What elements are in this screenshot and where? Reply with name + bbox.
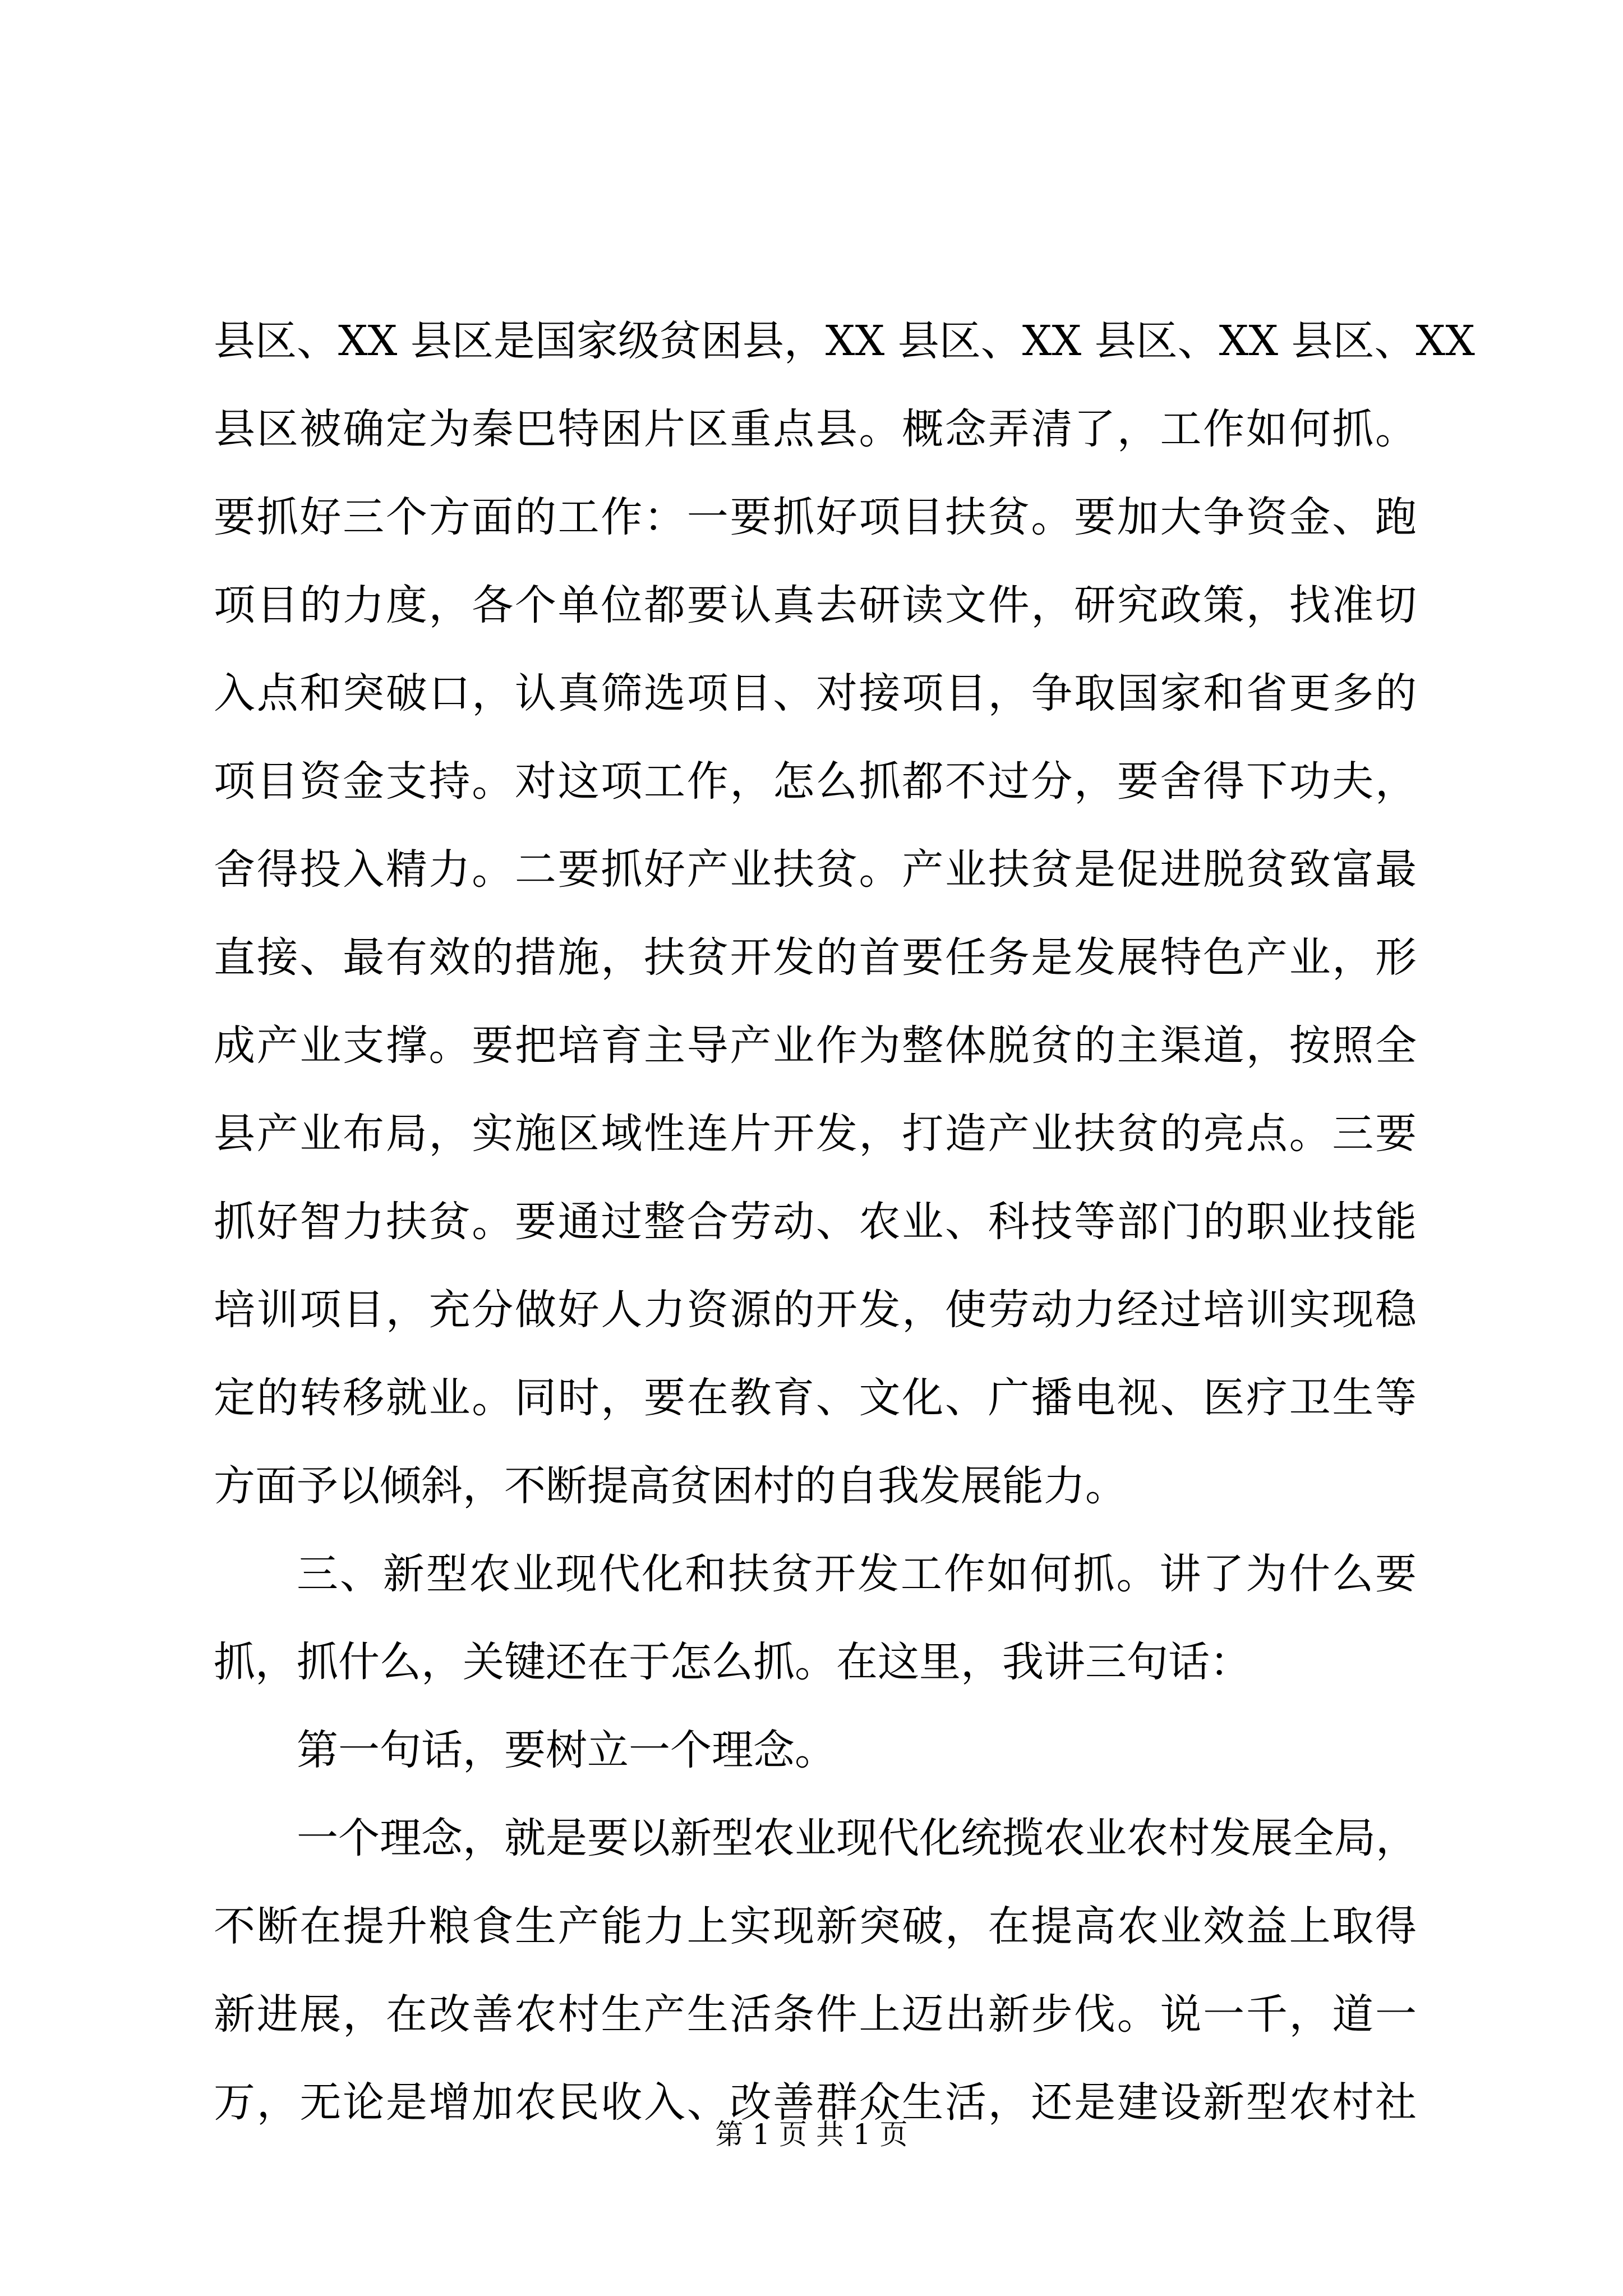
text-line: 三、新型农业现代化和扶贫开发工作如何抓。讲了为什么要 (297, 1550, 1417, 1598)
text-line: 新进展，在改善农村生产生活条件上迈出新步伐。说一千，道一 (214, 1990, 1417, 2039)
text-line: 成产业支撑。要把培育主导产业作为整体脱贫的主渠道，按照全 (214, 1022, 1417, 1070)
text-line: 万，无论是增加农民收入、改善群众生活，还是建设新型农村社 (214, 2078, 1417, 2127)
text-line: 不断在提升粮食生产能力上实现新突破，在提高农业效益上取得 (214, 1902, 1417, 1950)
text-line: 舍得投入精力。二要抓好产业扶贫。产业扶贫是促进脱贫致富最 (214, 845, 1417, 894)
document-body (214, 297, 1475, 2147)
text-line: 县产业布局，实施区域性连片开发，打造产业扶贫的亮点。三要 (214, 1110, 1417, 1158)
text-line: 项目资金支持。对这项工作，怎么抓都不过分，要舍得下功夫， (214, 757, 1417, 806)
text-line: 要抓好三个方面的工作：一要抓好项目扶贫。要加大争资金、跑 (214, 493, 1417, 541)
text-line: 县区被确定为秦巴特困片区重点县。概念弄清了，工作如何抓。 (214, 405, 1417, 453)
text-line: 方面予以倾斜，不断提高贫困村的自我发展能力。 (214, 1462, 1127, 1510)
text-line: 县区、XX 县区是国家级贫困县，XX 县区、XX 县区、XX 县区、XX (214, 317, 1475, 365)
text-line: 入点和突破口，认真筛选项目、对接项目，争取国家和省更多的 (214, 669, 1417, 717)
text-line: 抓，抓什么，关键还在于怎么抓。在这里，我讲三句话： (214, 1638, 1251, 1686)
text-line: 一个理念，就是要以新型农业现代化统揽农业农村发展全局， (297, 1814, 1417, 1862)
text-line: 项目的力度，各个单位都要认真去研读文件，研究政策，找准切 (214, 581, 1417, 629)
text-line: 抓好智力扶贫。要通过整合劳动、农业、科技等部门的职业技能 (214, 1198, 1417, 1246)
text-line: 定的转移就业。同时，要在教育、文化、广播电视、医疗卫生等 (214, 1374, 1417, 1422)
page-footer: 第 1 页 共 1 页 (715, 2118, 908, 2151)
text-line: 培训项目，充分做好人力资源的开发，使劳动力经过培训实现稳 (214, 1286, 1417, 1334)
text-line: 直接、最有效的措施，扶贫开发的首要任务是发展特色产业，形 (214, 933, 1417, 982)
text-line: 第一句话，要树立一个理念。 (297, 1726, 836, 1774)
